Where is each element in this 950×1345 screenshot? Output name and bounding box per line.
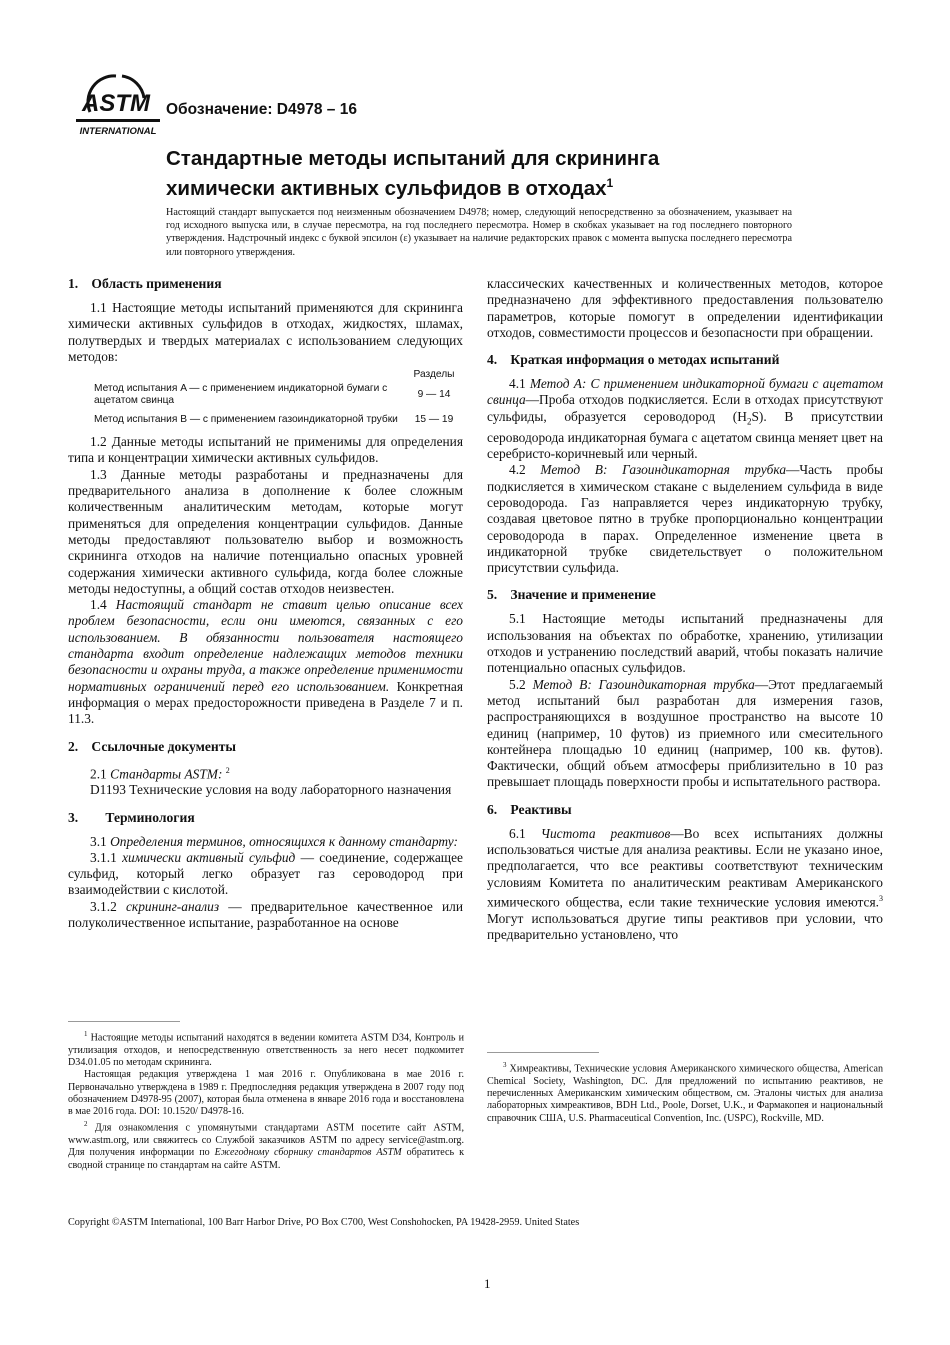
designation: Обозначение: D4978 – 16 [166,101,357,118]
paragraph-1-3: 1.3 Данные методы разработаны и предназначены для предварительного анализа в дополнение к более сложным количественным аналитическим методам, которые могут применяться для определения концентрации сульфидов. Данные методы предоставляют пользователю выбор и возможность скрининга отходов на наличие потенциально опасных уровней содержания химически активного сульфида, когда более сложные методы недоступны, а общий состав отходов неизвестен. [68,466,463,596]
footnote-2: $^2$ Для ознакомления с упомянутыми стандартами ASTM посетите сайт ASTM, www.astm.org, или свяжитесь со Службой заказчиков ASTM по адресу service@astm.org. Для получения информации по Ежегодному сборнику стандартов ASTM обратитесь к сводной странице по стандартам на сайте ASTM. [68,1120,464,1171]
method-sections: 15 — 19 [414,413,454,425]
method-name: Метод испытания B — с применением газоиндикаторной трубки [94,413,398,425]
paragraph-1-2: 1.2 Данные методы испытаний не применимы для определения типа и концентрации химически активных сульфидов. [68,434,463,466]
paragraph-6-1: 6.1 Чистота реактивов—Во всех испытаниях должны использоваться чистые для анализа реактивы. Если не указано иное, предполагается, что все реактивы соответствуют техническим условиям Комитета по аналитическим реактивам Американского химического общества, если такие технические условия имеются.$^3$ Могут использоваться другие типы реактивов при условии, что предварительно установлено, что [487,825,883,942]
logo-rule [76,119,160,122]
title-footnote-mark: 1 [606,176,614,190]
title-line-2: химически активных сульфидов в отходах [166,176,607,200]
method-name: Метод испытания A — с применением индикаторной бумаги с ацетатом свинца [94,382,388,407]
footnote-1: $^1$ Настоящие методы испытаний находятся в ведении комитета ASTM D34, Контроль и утилизация отходов, и непосредственную ответственность за него несет подкомитет D34.01.05 по методам скрининга. [68,1030,464,1068]
logo-text-astm: ASTM [82,90,150,117]
preamble: Настоящий стандарт выпускается под неизменным обозначением D4978; номер, следующий непосредственно за обозначением, указывает на год исходного выпуска или, в случае пересмотра, на год последнего пересмотра. Номер в скобках указывает на год последнего повторного утверждения. Надстрочный индекс с буквой эпсилон (ε) указывает на наличие редакторских правок с момента выпуска последнего пересмотра или повторного утверждения. [166,207,792,258]
section-3-heading: 3. Терминология [68,809,195,825]
paragraph-5-2: 5.2 Метод B: Газоиндикаторная трубка—Этот предлагаемый метод испытаний был разработан для измерения газов, распространяющихся в воздушное пространство на высоте 10 единиц (например, 10 футов) из приемного или смесительного контейнера площадью 10 единиц (например, 100 кв. футов). Фактически, общий объем атмосферы приблизительно в 10 раз превышает площадь поверхности пробы и испытательного раствора. [487,676,883,790]
footnote-rule [487,1052,599,1053]
footnote-1-continued: Настоящая редакция утверждена 1 мая 2016 г. Опубликована в мае 2016 г. Первоначально утверждена в 1989 г. Предпоследняя редакция утверждена в 2007 году под обозначением D4978-95 (2007), которая была отменена в январе 2016 года и восстановлена в мае 2016 года. DOI: 10.1520/ D4978-16. [68,1069,464,1118]
left-column [68,276,463,931]
paragraph-3-1-2: 3.1.2 скрининг-анализ — предварительное качественное или полуколичественное испытание, разработанное на основе [68,898,463,931]
footnotes-left [68,1021,464,1172]
section-1-heading: 1. Область применения [68,276,222,291]
title-line-1: Стандартные методы испытаний для скрининга [166,147,660,170]
paragraph-2-1: 2.1 Стандарты ASTM: $^2$ [90,765,230,781]
page-number: 1 [484,1276,491,1291]
methods-table-header: Разделы [413,369,455,381]
paragraph-3-1-2-continued: классических качественных и количественных методов, которое предназначено для эффективного предоставления пользователю параметров, которые помогут в определении идентификации отходов, совместимости процессов и безопасности при обращении. [487,276,883,340]
method-sections: 9 — 14 [417,388,451,400]
document-title [166,146,786,201]
copyright-notice: Copyright ©ASTM International, 100 Barr Harbor Drive, PO Box C700, West Conshohocken, PA 19428-2959. United States [68,1217,580,1228]
reference-d1193: D1193 Технические условия на воду лабораторного назначения [90,782,452,798]
footnote-3: $^3$ Химреактивы, Технические условия Американского химического общества, American Chemical Society, Washington, DC. Для предложений по испытанию реактивов, не перечисленных Американским химическим обществом, см. Эталоны чистых для анализа лабораторных химреактивов, BDH Ltd., Poole, Dorset, U.K., и Фармакопея и национальный справочник США, U.S. Pharmaceutical Convention, Inc. (USPC), Rockville, MD. [487,1061,883,1124]
paragraph-1-4: 1.4 Настоящий стандарт не ставит целью описание всех проблем безопасности, если они имеются, связанных с его использованием. В обязанности пользователя настоящего стандарта входит определение надлежащих методов техники безопасности и охраны труда, а также определение применимости нормативных ограничений перед его использованием. Конкретная информация о мерах предосторожности приведена в Разделе 7 и п. 11.3. [68,597,463,727]
paragraph-5-1: 5.1 Настоящие методы испытаний предназначены для использования на объектах по обработке, хранению, утилизации отходов и устранению последствий аварий, чтобы показать наличие потенциально опасных сульфидов. [487,611,883,676]
right-column [487,276,883,943]
paragraph-4-1: 4.1 Метод A: С применением индикаторной бумаги с ацетатом свинца—Проба отходов подкисляется. Если в отходах присутствуют сульфиды, образуется сероводород $(H_2S)$. В присутствии сероводорода индикаторная бумага с ацетатом свинца меняет цвет на серебристо-коричневый или черный. [487,376,884,462]
methods-table [94,369,462,432]
table-row [94,383,462,414]
section-2-heading: 2. Ссылочные документы [68,738,236,754]
footnote-rule [68,1021,180,1022]
section-4-heading: 4. Краткая информация о методах испытаний [487,352,780,368]
astm-logo [76,68,160,140]
footnotes-right [487,1052,883,1125]
logo-text-international: INTERNATIONAL [79,126,157,137]
section-6-heading: 6. Реактивы [487,801,572,817]
paragraph-1-1: 1.1 Настоящие методы испытаний применяются для скрининга химически активных сульфидов в отходах, жидкостях, шламах, полутвердых и твердых материалах с использованием следующих методов: [68,300,463,364]
table-row [94,414,462,433]
paragraph-4-2: 4.2 Метод B: Газоиндикаторная трубка—Часть пробы подкисляется в химическом стакане с выделением сульфида в виде сероводорода. Газ направляется через индикаторную трубку, создавая цветовое пятно в трубке пропорционально концентрации сероводорода в парах. Определенное изменение цвета в индикаторной трубке свидетельствует о положительном присутствии сульфида. [487,462,883,576]
paragraph-3-1: 3.1 Определения терминов, относящихся к данному стандарту: [90,833,458,849]
paragraph-3-1-1: 3.1.1 химически активный сульфид — соединение, содержащее сульфид, который легко образует газ сероводород при взаимодействии с кислотой. [68,849,463,898]
section-5-heading: 5. Значение и применение [487,587,656,603]
